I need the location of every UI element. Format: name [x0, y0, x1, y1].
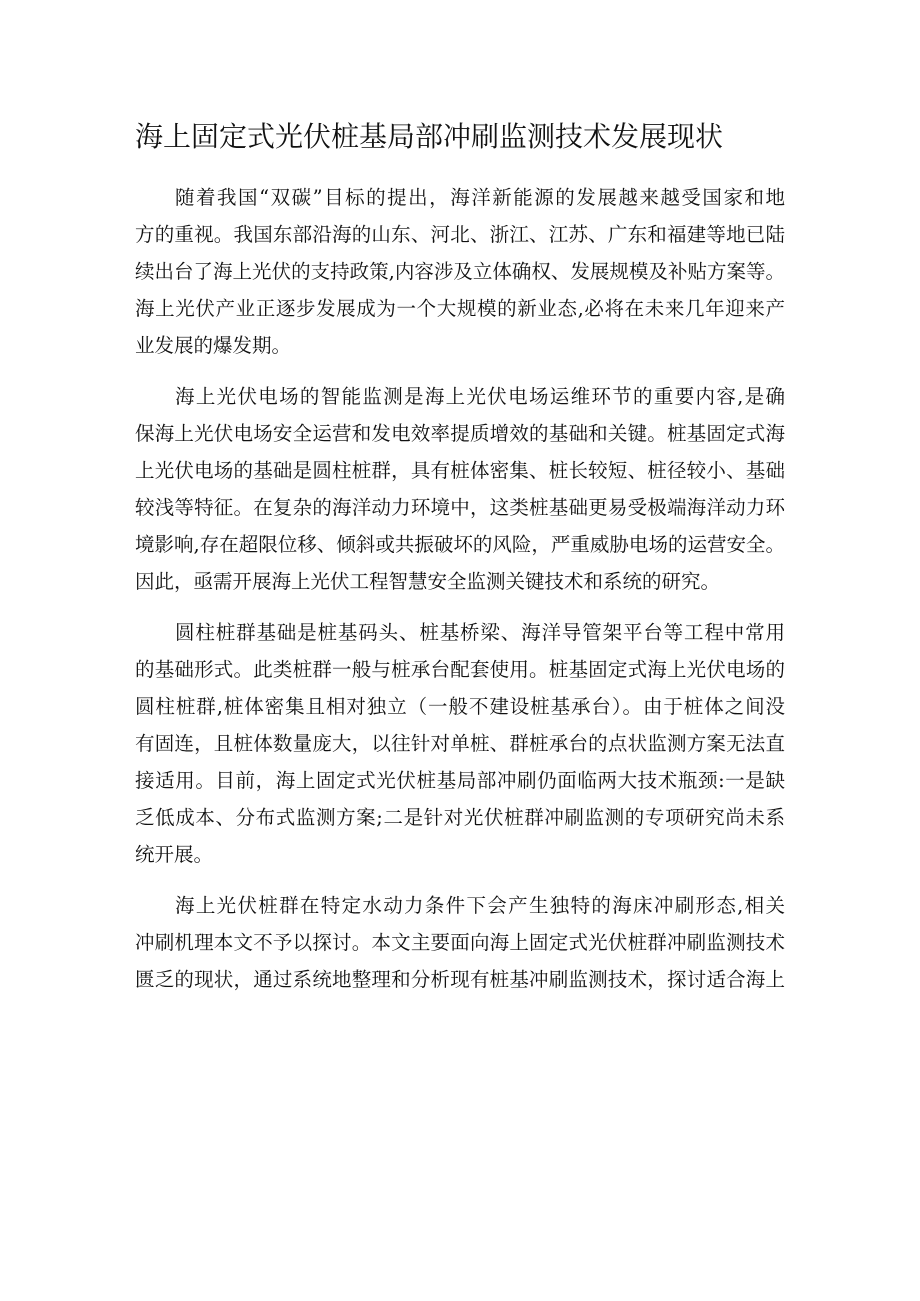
document-title: 海上固定式光伏桩基局部冲刷监测技术发展现状: [135, 120, 724, 153]
text-line: 匮乏的现状，通过系统地整理和分析现有桩基冲刷监测技术，探讨适合海上: [135, 968, 785, 991]
paragraph-1: [135, 179, 785, 364]
text-line: 随着我国“双碳”目标的提出，海洋新能源的发展越来越受国家和地: [175, 186, 785, 209]
text-line: 海上光伏电场的智能监测是海上光伏电场运维环节的重要内容,是确: [175, 385, 785, 408]
text-line: 接适用。目前，海上固定式光伏桩基局部冲刷仍面临两大技术瓶颈:一是缺: [135, 769, 785, 792]
text-line: 续出台了海上光伏的支持政策,内容涉及立体确权、发展规模及补贴方案等。: [135, 260, 785, 283]
paragraph-spacer: [135, 364, 785, 378]
text-line: 业发展的爆发期。: [135, 334, 292, 357]
paragraph-4: [135, 887, 785, 998]
text-line: 有固连，且桩体数量庞大，以往针对单桩、群桩承台的点状监测方案无法直: [135, 732, 785, 755]
text-line: 圆柱桩群,桩体密集且相对独立（一般不建设桩基承台）。由于桩体之间没: [135, 695, 785, 718]
text-line: 保海上光伏电场安全运营和发电效率提质增效的基础和关键。桩基固定式海: [135, 422, 785, 445]
document-body: [135, 179, 785, 998]
text-line: 较浅等特征。在复杂的海洋动力环境中，这类桩基础更易受极端海洋动力环: [135, 496, 785, 519]
text-line: 圆柱桩群基础是桩基码头、桩基桥梁、海洋导管架平台等工程中常用: [175, 621, 785, 644]
text-line: 方的重视。我国东部沿海的山东、河北、浙江、江苏、广东和福建等地已陆: [135, 223, 785, 246]
text-line: 的基础形式。此类桩群一般与桩承台配套使用。桩基固定式海上光伏电场的: [135, 658, 785, 681]
paragraph-3: [135, 614, 785, 873]
paragraph-2: [135, 378, 785, 600]
text-line: 海上光伏桩群在特定水动力条件下会产生独特的海床冲刷形态,相关: [175, 894, 785, 917]
text-line: 冲刷机理本文不予以探讨。本文主要面向海上固定式光伏桩群冲刷监测技术: [135, 931, 785, 954]
text-line: 上光伏电场的基础是圆柱桩群，具有桩体密集、桩长较短、桩径较小、基础: [135, 459, 785, 482]
paragraph-spacer: [135, 873, 785, 887]
text-line: 乏低成本、分布式监测方案;二是针对光伏桩群冲刷监测的专项研究尚未系: [135, 806, 785, 829]
text-line: 境影响,存在超限位移、倾斜或共振破坏的风险，严重威胁电场的运营安全。: [135, 533, 785, 556]
text-line: 海上光伏产业正逐步发展成为一个大规模的新业态,必将在未来几年迎来产: [135, 297, 785, 320]
paragraph-spacer: [135, 600, 785, 614]
text-line: 统开展。: [135, 843, 214, 866]
text-line: 因此，亟需开展海上光伏工程智慧安全监测关键技术和系统的研究。: [135, 570, 721, 593]
